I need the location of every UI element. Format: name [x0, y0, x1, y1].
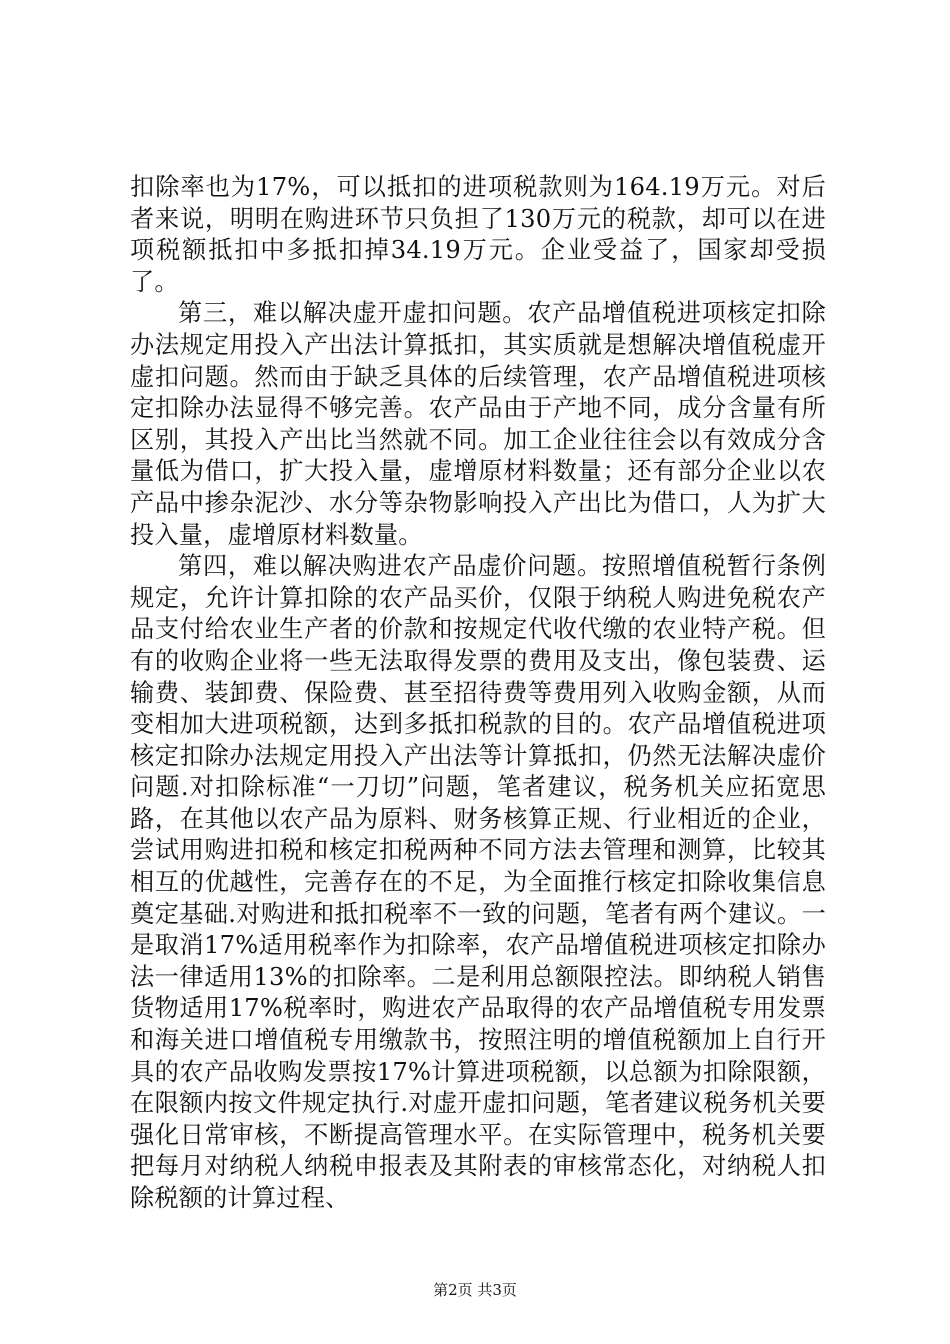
paragraph-continuation: 扣除率也为17%，可以抵扣的进项税款则为164.19万元。对后者来说，明明在购进环节只负担了130万元的税款，却可以在进项税额抵扣中多抵扣掉34.19万元。企业受益了，国家却受损了。 — [130, 173, 826, 296]
page-number-footer: 第2页 共3页 — [433, 1281, 517, 1299]
document-body — [130, 172, 826, 1215]
paragraph-fourth-point: 第四，难以解决购进农产品虚价问题。按照增值税暂行条例规定，允许计算扣除的农产品买价，仅限于纳税人购进免税农产品支付给农业生产者的价款和按规定代收代缴的农业特产税。但有的收购企业将一些无法取得发票的费用及支出，像包装费、运输费、装卸费、保险费、甚至招待费等费用列入收购金额，从而变相加大进项税额，达到多抵扣税款的目的。农产品增值税进项核定扣除办法规定用投入产出法等计算抵扣，仍然无法解决虚价问题.对扣除标准“一刀切”问题，笔者建议，税务机关应拓宽思路，在其他以农产品为原料、财务核算正规、行业相近的企业，尝试用购进扣税和核定扣税两种不同方法去管理和测算，比较其相互的优越性，完善存在的不足，为全面推行核定扣除收集信息奠定基础.对购进和抵扣税率不一致的问题，笔者有两个建议。一是取消17%适用税率作为扣除率，农产品增值税进项核定扣除办法一律适用13%的扣除率。二是利用总额限控法。即纳税人销售货物适用17%税率时，购进农产品取得的农产品增值税专用发票和海关进口增值税专用缴款书，按照注明的增值税额加上自行开具的农产品收购发票按17%计算进项税额，以总额为扣除限额，在限额内按文件规定执行.对虚开虚扣问题，笔者建议税务机关要强化日常审核，不断提高管理水平。在实际管理中，税务机关要把每月对纳税人纳税申报表及其附表的审核常态化，对纳税人扣除税额的计算过程、 — [130, 552, 826, 1212]
paragraph-third-point: 第三，难以解决虚开虚扣问题。农产品增值税进项核定扣除办法规定用投入产出法计算抵扣，其实质就是想解决增值税虚开虚扣问题。然而由于缺乏具体的后续管理，农产品增值税进项核定扣除办法显得不够完善。农产品由于产地不同，成分含量有所区别，其投入产出比当然就不同。加工企业往往会以有效成分含量低为借口，扩大投入量，虚增原材料数量；还有部分企业以农产品中掺杂泥沙、水分等杂物影响投入产出比为借口，人为扩大投入量，虚增原材料数量。 — [130, 299, 826, 549]
